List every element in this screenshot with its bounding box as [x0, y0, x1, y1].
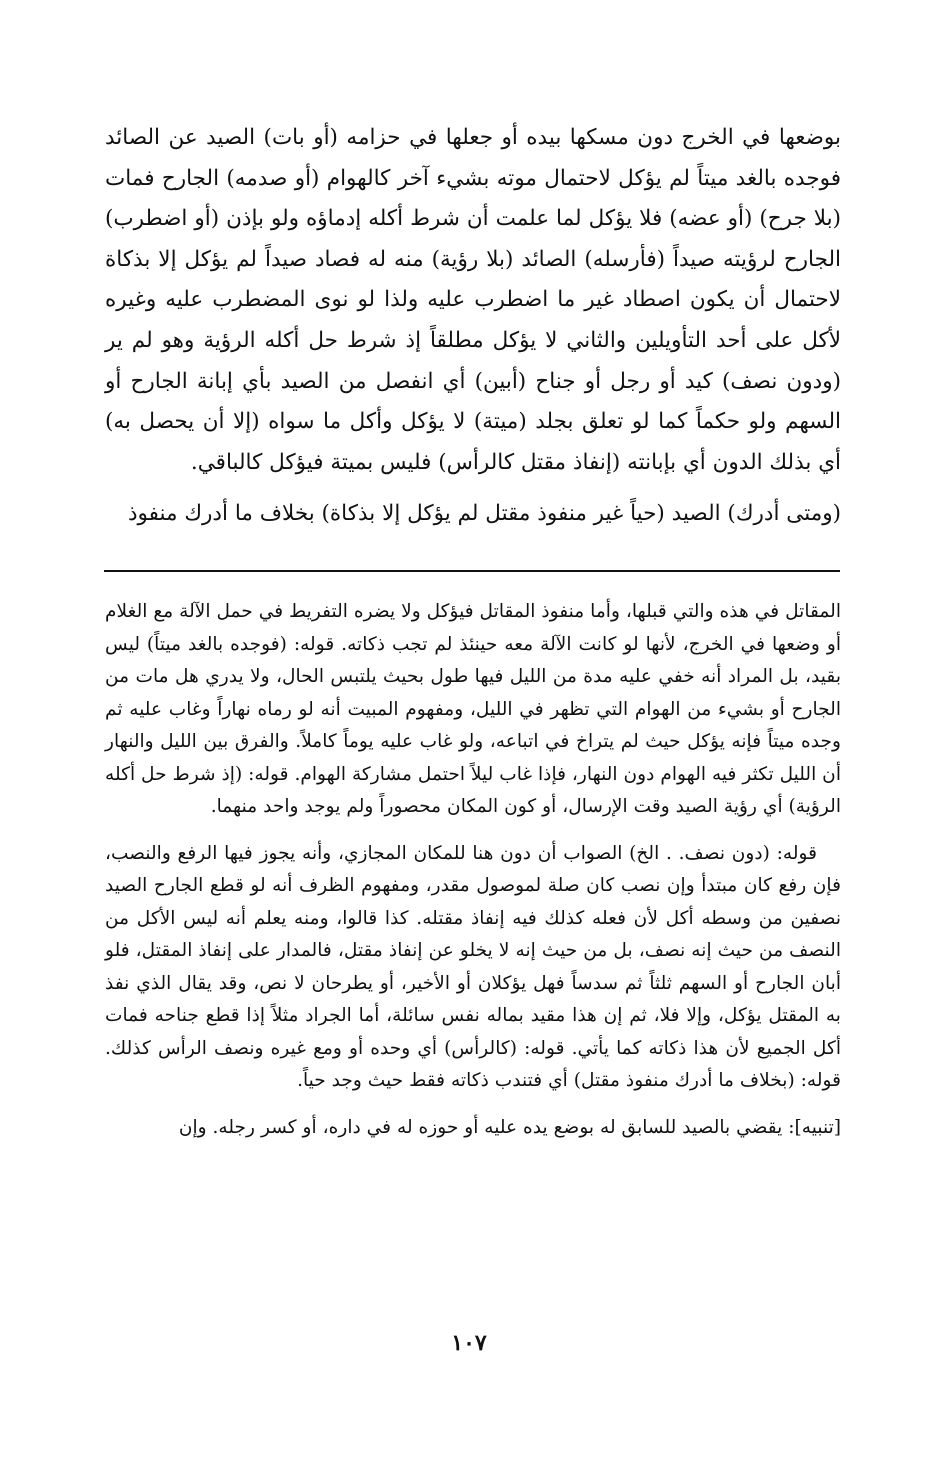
- page-number: ١٠٧: [451, 1330, 487, 1356]
- footnote-paragraph-1: المقاتل في هذه والتي قبلها، وأما منفوذ المقاتل فيؤكل ولا يضره التفريط في حمل الآلة مع الغلام أو وضعها في الخرج، لأنها لو كانت الآلة معه حينئذ لم تجب ذكاته. قوله: (فوجده بالغد ميتاً) ليس بقيد، بل المراد أنه خفي عليه مدة من الليل فيها طول بحيث يلتبس الحال، ولا يدري هل مات من الجارح أو بشيء من الهوام التي تظهر في الليل، ومفهوم المبيت أنه لو رماه نهاراً وغاب عليه ثم وجده ميتاً فإنه يؤكل حيث لم يتراخ في اتباعه، ولو غاب عليه يوماً كاملاً. والفرق بين الليل والنهار أن الليل تكثر فيه الهوام دون النهار، فإذا غاب ليلاً احتمل مشاركة الهوام. قوله: (إذ شرط حل أكله الرؤية) أي رؤية الصيد وقت الإرسال، أو كون المكان محصوراً ولم يوجد واحد منهما.: [105, 601, 841, 817]
- main-paragraph-2: (ومتى أدرك) الصيد (حياً غير منفوذ مقتل لم يؤكل إلا بذكاة) بخلاف ما أدرك منفوذ: [127, 501, 841, 527]
- footnote-paragraph-3: [تنبيه]: يقضي بالصيد للسابق له بوضع يده عليه أو حوزه له في داره، أو كسر رجله. وإن: [178, 1116, 841, 1138]
- main-paragraph-1: بوضعها في الخرج دون مسكها بيده أو جعلها في حزامه (أو بات) الصيد عن الصائد فوجده بالغد ميتاً لم يؤكل لاحتمال موته بشيء آخر كالهوام (أو صدمه) الجارح فمات (بلا جرح) (أو عضه) فلا يؤكل لما علمت أن شرط أكله إدماؤه ولو بإذن (أو اضطرب) الجارح لرؤيته صيداً (فأرسله) الصائد (بلا رؤية) منه له فصاد صيداً لم يؤكل إلا بذكاة لاحتمال أن يكون اصطاد غير ما اضطرب عليه ولذا لو نوى المضطرب عليه وغيره لأكل على أحد التأويلين والثاني لا يؤكل مطلقاً إذ شرط حل أكله الرؤية وهو لم ير (ودون نصف) كيد أو رجل أو جناح (أبين) أي انفصل من الصيد بأي إبانة الجارح أو السهم ولو حكماً كما لو تعلق بجلد (ميتة) لا يؤكل وأكل ما سواه (إلا أن يحصل به) أي بذلك الدون أي بإبانته (إنفاذ مقتل كالرأس) فليس بميتة فيؤكل كالباقي.: [105, 125, 841, 475]
- footnotes: [105, 596, 841, 1144]
- main-text: [105, 118, 841, 535]
- footnote-paragraph-2: قوله: (دون نصف. . الخ) الصواب أن دون هنا للمكان المجازي، وأنه يجوز فيها الرفع والنصب، فإن رفع كان مبتدأ وإن نصب كان صلة لموصول مقدر، ومفهوم الظرف أنه لو قطع الجارح الصيد نصفين من وسطه أكل لأن فعله كذلك فيه إنفاذ مقتله. كذا قالوا، ومنه يعلم أنه ليس الأكل من النصف من حيث إنه نصف، بل من حيث إنه لا يخلو عن إنفاذ مقتل، فالمدار على إنفاذ المقتل، فلو أبان الجارح أو السهم ثلثاً ثم سدساً فهل يؤكلان أو الأخير، أو يطرحان لا نص، وقد يقال الذي نفذ به المقتل يؤكل، وإلا فلا، ثم إن هذا مقيد بماله نفس سائلة، أما الجراد مثلاً إذا قطع جناحه فمات أكل الجميع لأن هذا ذكاته كما يأتي. قوله: (كالرأس) أي وحده أو ومع غيره ونصف الرأس كذلك. قوله: (بخلاف ما أدرك منفوذ مقتل) أي فتندب ذكاته فقط حيث وجد حياً.: [105, 842, 841, 1091]
- footnote-separator: [104, 570, 840, 572]
